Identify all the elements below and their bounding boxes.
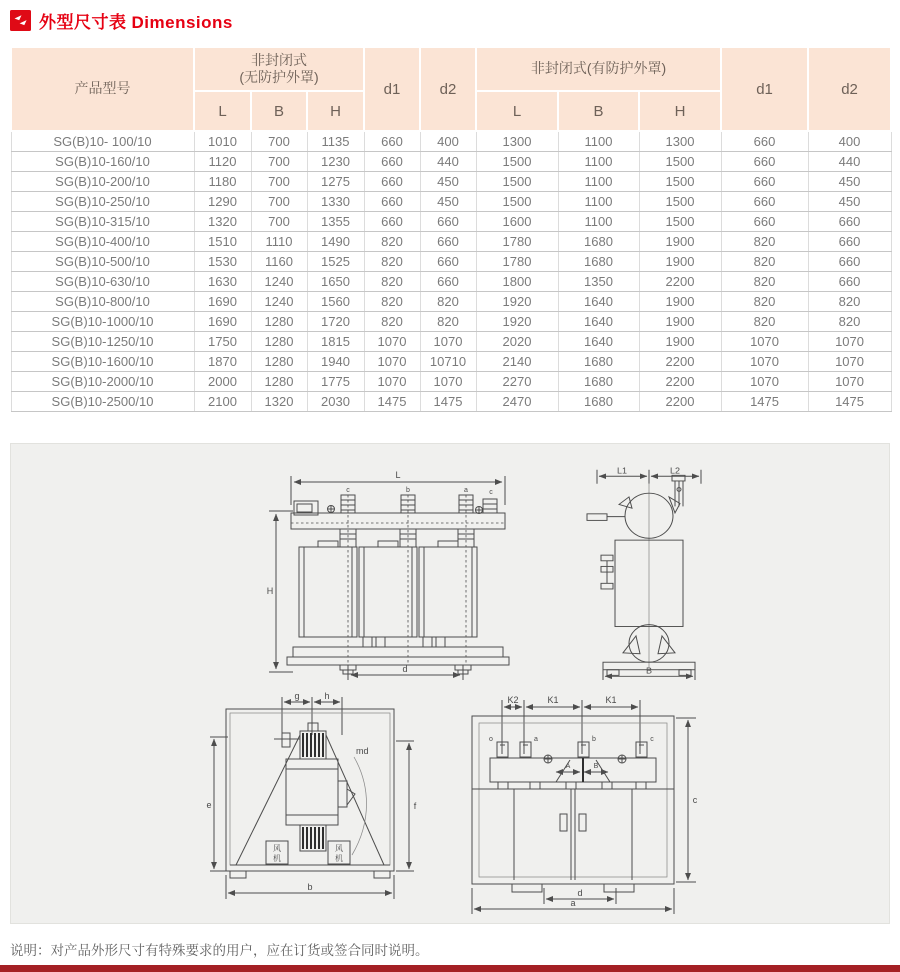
value-cell: 1500 bbox=[476, 192, 558, 212]
value-cell: 1070 bbox=[721, 352, 808, 372]
table-header bbox=[11, 47, 891, 131]
value-cell: 700 bbox=[251, 172, 307, 192]
value-cell: 1630 bbox=[194, 272, 251, 292]
value-cell: 1600 bbox=[476, 212, 558, 232]
value-cell: 1500 bbox=[639, 212, 721, 232]
value-cell: 1070 bbox=[364, 332, 420, 352]
value-cell: 820 bbox=[721, 312, 808, 332]
col-header-group-open bbox=[194, 47, 364, 91]
value-cell: 1100 bbox=[558, 152, 639, 172]
diagram-panel bbox=[10, 443, 890, 924]
value-cell: 1640 bbox=[558, 292, 639, 312]
value-cell: 660 bbox=[420, 272, 476, 292]
table-row bbox=[11, 392, 891, 412]
terminal-label-c3: c bbox=[650, 736, 654, 743]
dim-label-e: e bbox=[206, 800, 212, 810]
value-cell: 700 bbox=[251, 212, 307, 232]
enclosure-side-dimensions bbox=[210, 697, 414, 899]
value-cell: 660 bbox=[364, 152, 420, 172]
value-cell: 1780 bbox=[476, 232, 558, 252]
terminal-label-b2: b bbox=[592, 736, 596, 743]
value-cell: 2270 bbox=[476, 372, 558, 392]
dim-label-L2: L2 bbox=[669, 465, 681, 476]
col-header-b-enclosed: B bbox=[558, 91, 639, 131]
value-cell: 1500 bbox=[639, 172, 721, 192]
value-cell: 660 bbox=[808, 232, 891, 252]
value-cell: 700 bbox=[251, 152, 307, 172]
value-cell: 1110 bbox=[251, 232, 307, 252]
group-open-line2: (无防护外罩) bbox=[239, 69, 319, 85]
value-cell: 820 bbox=[721, 232, 808, 252]
value-cell: 1240 bbox=[251, 272, 307, 292]
value-cell: 2030 bbox=[307, 392, 364, 412]
terminal-label-o: o bbox=[489, 736, 493, 743]
value-cell: 1900 bbox=[639, 332, 721, 352]
table-row bbox=[11, 172, 891, 192]
value-cell: 1475 bbox=[721, 392, 808, 412]
value-cell: 1525 bbox=[307, 252, 364, 272]
value-cell: 820 bbox=[364, 252, 420, 272]
value-cell: 1680 bbox=[558, 232, 639, 252]
model-cell: SG(B)10-315/10 bbox=[11, 212, 194, 232]
dim-label-L: L bbox=[395, 470, 401, 480]
page-title bbox=[39, 8, 233, 33]
col-header-l-open: L bbox=[194, 91, 251, 131]
value-cell: 660 bbox=[721, 172, 808, 192]
model-cell: SG(B)10-2500/10 bbox=[11, 392, 194, 412]
enclosure-side-body bbox=[226, 709, 394, 878]
value-cell: 1500 bbox=[639, 192, 721, 212]
terminal-label-c1: c bbox=[346, 487, 350, 494]
dim-label-H: H bbox=[266, 586, 274, 596]
value-cell: 820 bbox=[364, 312, 420, 332]
value-cell: 2200 bbox=[639, 352, 721, 372]
value-cell: 2020 bbox=[476, 332, 558, 352]
value-cell: 1680 bbox=[558, 352, 639, 372]
col-header-group-enclosed: 非封闭式(有防护外罩) bbox=[476, 47, 721, 91]
value-cell: 1070 bbox=[808, 372, 891, 392]
value-cell: 660 bbox=[808, 252, 891, 272]
enclosure-front-body bbox=[472, 716, 674, 892]
value-cell: 1680 bbox=[558, 252, 639, 272]
value-cell: 2470 bbox=[476, 392, 558, 412]
value-cell: 660 bbox=[721, 131, 808, 152]
value-cell: 1070 bbox=[364, 352, 420, 372]
page-header bbox=[10, 8, 233, 33]
value-cell: 1070 bbox=[364, 372, 420, 392]
terminal-label-a: a bbox=[464, 487, 468, 494]
value-cell: 1750 bbox=[194, 332, 251, 352]
col-header-d2-open: d2 bbox=[420, 47, 476, 131]
note-text: 说明：对产品外形尺寸有特殊要求的用户，应在订货或签合同时说明。 bbox=[10, 943, 429, 958]
table-row bbox=[11, 232, 891, 252]
value-cell: 1510 bbox=[194, 232, 251, 252]
value-cell: 1780 bbox=[476, 252, 558, 272]
model-cell: SG(B)10-400/10 bbox=[11, 232, 194, 252]
value-cell: 1280 bbox=[251, 372, 307, 392]
value-cell: 1815 bbox=[307, 332, 364, 352]
value-cell: 660 bbox=[364, 131, 420, 152]
dim-label-g: g bbox=[294, 691, 300, 701]
col-header-l-enclosed: L bbox=[476, 91, 558, 131]
value-cell: 1650 bbox=[307, 272, 364, 292]
value-cell: 700 bbox=[251, 192, 307, 212]
value-cell: 1010 bbox=[194, 131, 251, 152]
model-cell: SG(B)10-160/10 bbox=[11, 152, 194, 172]
page-title-en: Dimensions bbox=[131, 13, 233, 32]
table-row bbox=[11, 372, 891, 392]
table-row bbox=[11, 152, 891, 172]
col-header-d1-open: d1 bbox=[364, 47, 420, 131]
value-cell: 1940 bbox=[307, 352, 364, 372]
dim-label-h: h bbox=[324, 691, 330, 701]
value-cell: 1690 bbox=[194, 312, 251, 332]
value-cell: 1290 bbox=[194, 192, 251, 212]
table-row bbox=[11, 312, 891, 332]
value-cell: 820 bbox=[721, 272, 808, 292]
value-cell: 660 bbox=[808, 212, 891, 232]
value-cell: 10710 bbox=[420, 352, 476, 372]
fan-label-left: 风机 bbox=[273, 844, 281, 863]
dim-label-K2: K2 bbox=[507, 695, 519, 705]
value-cell: 1070 bbox=[721, 372, 808, 392]
model-cell: SG(B)10-630/10 bbox=[11, 272, 194, 292]
value-cell: 1775 bbox=[307, 372, 364, 392]
table-row bbox=[11, 192, 891, 212]
dim-label-B: B bbox=[645, 665, 653, 676]
value-cell: 660 bbox=[420, 212, 476, 232]
value-cell: 1475 bbox=[364, 392, 420, 412]
value-cell: 1070 bbox=[808, 332, 891, 352]
value-cell: 660 bbox=[364, 172, 420, 192]
terminal-label-b: b bbox=[406, 487, 410, 494]
value-cell: 1100 bbox=[558, 131, 639, 152]
value-cell: 1500 bbox=[476, 172, 558, 192]
value-cell: 1530 bbox=[194, 252, 251, 272]
dim-label-B-small: B bbox=[593, 763, 599, 770]
value-cell: 1070 bbox=[420, 372, 476, 392]
enclosure-side-drawing bbox=[204, 693, 419, 913]
value-cell: 1355 bbox=[307, 212, 364, 232]
value-cell: 1320 bbox=[251, 392, 307, 412]
dim-label-b: b bbox=[307, 882, 313, 892]
value-cell: 1490 bbox=[307, 232, 364, 252]
dimensions-table bbox=[10, 46, 892, 412]
value-cell: 1680 bbox=[558, 372, 639, 392]
model-cell: SG(B)10-1000/10 bbox=[11, 312, 194, 332]
model-cell: SG(B)10-2000/10 bbox=[11, 372, 194, 392]
table-row bbox=[11, 252, 891, 272]
brand-icon bbox=[10, 10, 31, 31]
table-row bbox=[11, 212, 891, 232]
value-cell: 2200 bbox=[639, 272, 721, 292]
dim-label-K1a: K1 bbox=[547, 695, 559, 705]
value-cell: 1135 bbox=[307, 131, 364, 152]
value-cell: 440 bbox=[420, 152, 476, 172]
label-md: md bbox=[356, 746, 369, 756]
enclosure-front-drawing bbox=[456, 696, 706, 918]
value-cell: 450 bbox=[420, 192, 476, 212]
value-cell: 2140 bbox=[476, 352, 558, 372]
value-cell: 1240 bbox=[251, 292, 307, 312]
table-row bbox=[11, 332, 891, 352]
side-view-body bbox=[587, 475, 695, 675]
col-header-b-open: B bbox=[251, 91, 307, 131]
value-cell: 1300 bbox=[476, 131, 558, 152]
front-view-drawing bbox=[263, 469, 513, 681]
model-cell: SG(B)10-1600/10 bbox=[11, 352, 194, 372]
value-cell: 660 bbox=[721, 212, 808, 232]
model-cell: SG(B)10- 100/10 bbox=[11, 131, 194, 152]
dim-label-d: d bbox=[402, 664, 408, 674]
value-cell: 400 bbox=[808, 131, 891, 152]
value-cell: 660 bbox=[364, 212, 420, 232]
value-cell: 2000 bbox=[194, 372, 251, 392]
value-cell: 1100 bbox=[558, 192, 639, 212]
table-row bbox=[11, 292, 891, 312]
footer-bar bbox=[0, 965, 900, 972]
value-cell: 2200 bbox=[639, 372, 721, 392]
value-cell: 1160 bbox=[251, 252, 307, 272]
value-cell: 660 bbox=[420, 252, 476, 272]
fan-label-right: 风机 bbox=[335, 844, 343, 863]
dim-label-c-side: c bbox=[692, 795, 698, 805]
value-cell: 1070 bbox=[420, 332, 476, 352]
col-header-h-enclosed: H bbox=[639, 91, 721, 131]
value-cell: 1680 bbox=[558, 392, 639, 412]
value-cell: 820 bbox=[364, 272, 420, 292]
value-cell: 820 bbox=[420, 312, 476, 332]
value-cell: 1870 bbox=[194, 352, 251, 372]
dim-label-a-bottom: a bbox=[570, 898, 576, 908]
value-cell: 820 bbox=[364, 292, 420, 312]
model-cell: SG(B)10-1250/10 bbox=[11, 332, 194, 352]
col-header-h-open: H bbox=[307, 91, 364, 131]
value-cell: 660 bbox=[420, 232, 476, 252]
value-cell: 1900 bbox=[639, 312, 721, 332]
value-cell: 1690 bbox=[194, 292, 251, 312]
table-row bbox=[11, 352, 891, 372]
dim-label-f: f bbox=[413, 801, 417, 811]
value-cell: 1230 bbox=[307, 152, 364, 172]
value-cell: 1500 bbox=[476, 152, 558, 172]
value-cell: 1330 bbox=[307, 192, 364, 212]
value-cell: 2200 bbox=[639, 392, 721, 412]
model-cell: SG(B)10-500/10 bbox=[11, 252, 194, 272]
value-cell: 450 bbox=[420, 172, 476, 192]
col-header-product: 产品型号 bbox=[11, 47, 194, 131]
dim-label-L1: L1 bbox=[616, 465, 628, 476]
dim-label-A-small: A bbox=[565, 763, 571, 770]
value-cell: 660 bbox=[721, 152, 808, 172]
value-cell: 1475 bbox=[420, 392, 476, 412]
value-cell: 1640 bbox=[558, 312, 639, 332]
value-cell: 700 bbox=[251, 131, 307, 152]
value-cell: 1070 bbox=[721, 332, 808, 352]
col-header-d1-enclosed: d1 bbox=[721, 47, 808, 131]
value-cell: 1640 bbox=[558, 332, 639, 352]
value-cell: 2100 bbox=[194, 392, 251, 412]
value-cell: 1720 bbox=[307, 312, 364, 332]
value-cell: 450 bbox=[808, 172, 891, 192]
value-cell: 820 bbox=[721, 252, 808, 272]
value-cell: 1280 bbox=[251, 332, 307, 352]
value-cell: 1920 bbox=[476, 292, 558, 312]
value-cell: 820 bbox=[364, 232, 420, 252]
value-cell: 1350 bbox=[558, 272, 639, 292]
group-open-line1: 非封闭式 bbox=[251, 51, 307, 68]
value-cell: 440 bbox=[808, 152, 891, 172]
value-cell: 1800 bbox=[476, 272, 558, 292]
value-cell: 1280 bbox=[251, 312, 307, 332]
value-cell: 660 bbox=[364, 192, 420, 212]
value-cell: 1900 bbox=[639, 252, 721, 272]
value-cell: 1500 bbox=[639, 152, 721, 172]
value-cell: 1180 bbox=[194, 172, 251, 192]
value-cell: 1320 bbox=[194, 212, 251, 232]
value-cell: 1900 bbox=[639, 232, 721, 252]
value-cell: 1120 bbox=[194, 152, 251, 172]
table-body bbox=[11, 131, 891, 412]
value-cell: 660 bbox=[808, 272, 891, 292]
dim-label-K1b: K1 bbox=[605, 695, 617, 705]
value-cell: 820 bbox=[808, 312, 891, 332]
value-cell: 1300 bbox=[639, 131, 721, 152]
value-cell: 1275 bbox=[307, 172, 364, 192]
terminal-label-c2: c bbox=[489, 489, 493, 496]
value-cell: 450 bbox=[808, 192, 891, 212]
front-view-body bbox=[287, 495, 509, 674]
dim-label-d-bottom: d bbox=[577, 888, 583, 898]
value-cell: 1900 bbox=[639, 292, 721, 312]
page-title-zh: 外型尺寸表 bbox=[39, 13, 127, 32]
value-cell: 660 bbox=[721, 192, 808, 212]
value-cell: 1280 bbox=[251, 352, 307, 372]
model-cell: SG(B)10-200/10 bbox=[11, 172, 194, 192]
model-cell: SG(B)10-800/10 bbox=[11, 292, 194, 312]
col-header-d2-enclosed: d2 bbox=[808, 47, 891, 131]
table-row bbox=[11, 131, 891, 152]
value-cell: 820 bbox=[808, 292, 891, 312]
value-cell: 1560 bbox=[307, 292, 364, 312]
enclosure-front-dimensions bbox=[472, 700, 696, 914]
terminal-label-a2: a bbox=[534, 736, 538, 743]
value-cell: 1475 bbox=[808, 392, 891, 412]
table-row bbox=[11, 272, 891, 292]
value-cell: 1100 bbox=[558, 212, 639, 232]
side-view-drawing bbox=[559, 465, 739, 681]
value-cell: 1070 bbox=[808, 352, 891, 372]
value-cell: 400 bbox=[420, 131, 476, 152]
value-cell: 820 bbox=[721, 292, 808, 312]
value-cell: 1920 bbox=[476, 312, 558, 332]
model-cell: SG(B)10-250/10 bbox=[11, 192, 194, 212]
value-cell: 1100 bbox=[558, 172, 639, 192]
value-cell: 820 bbox=[420, 292, 476, 312]
